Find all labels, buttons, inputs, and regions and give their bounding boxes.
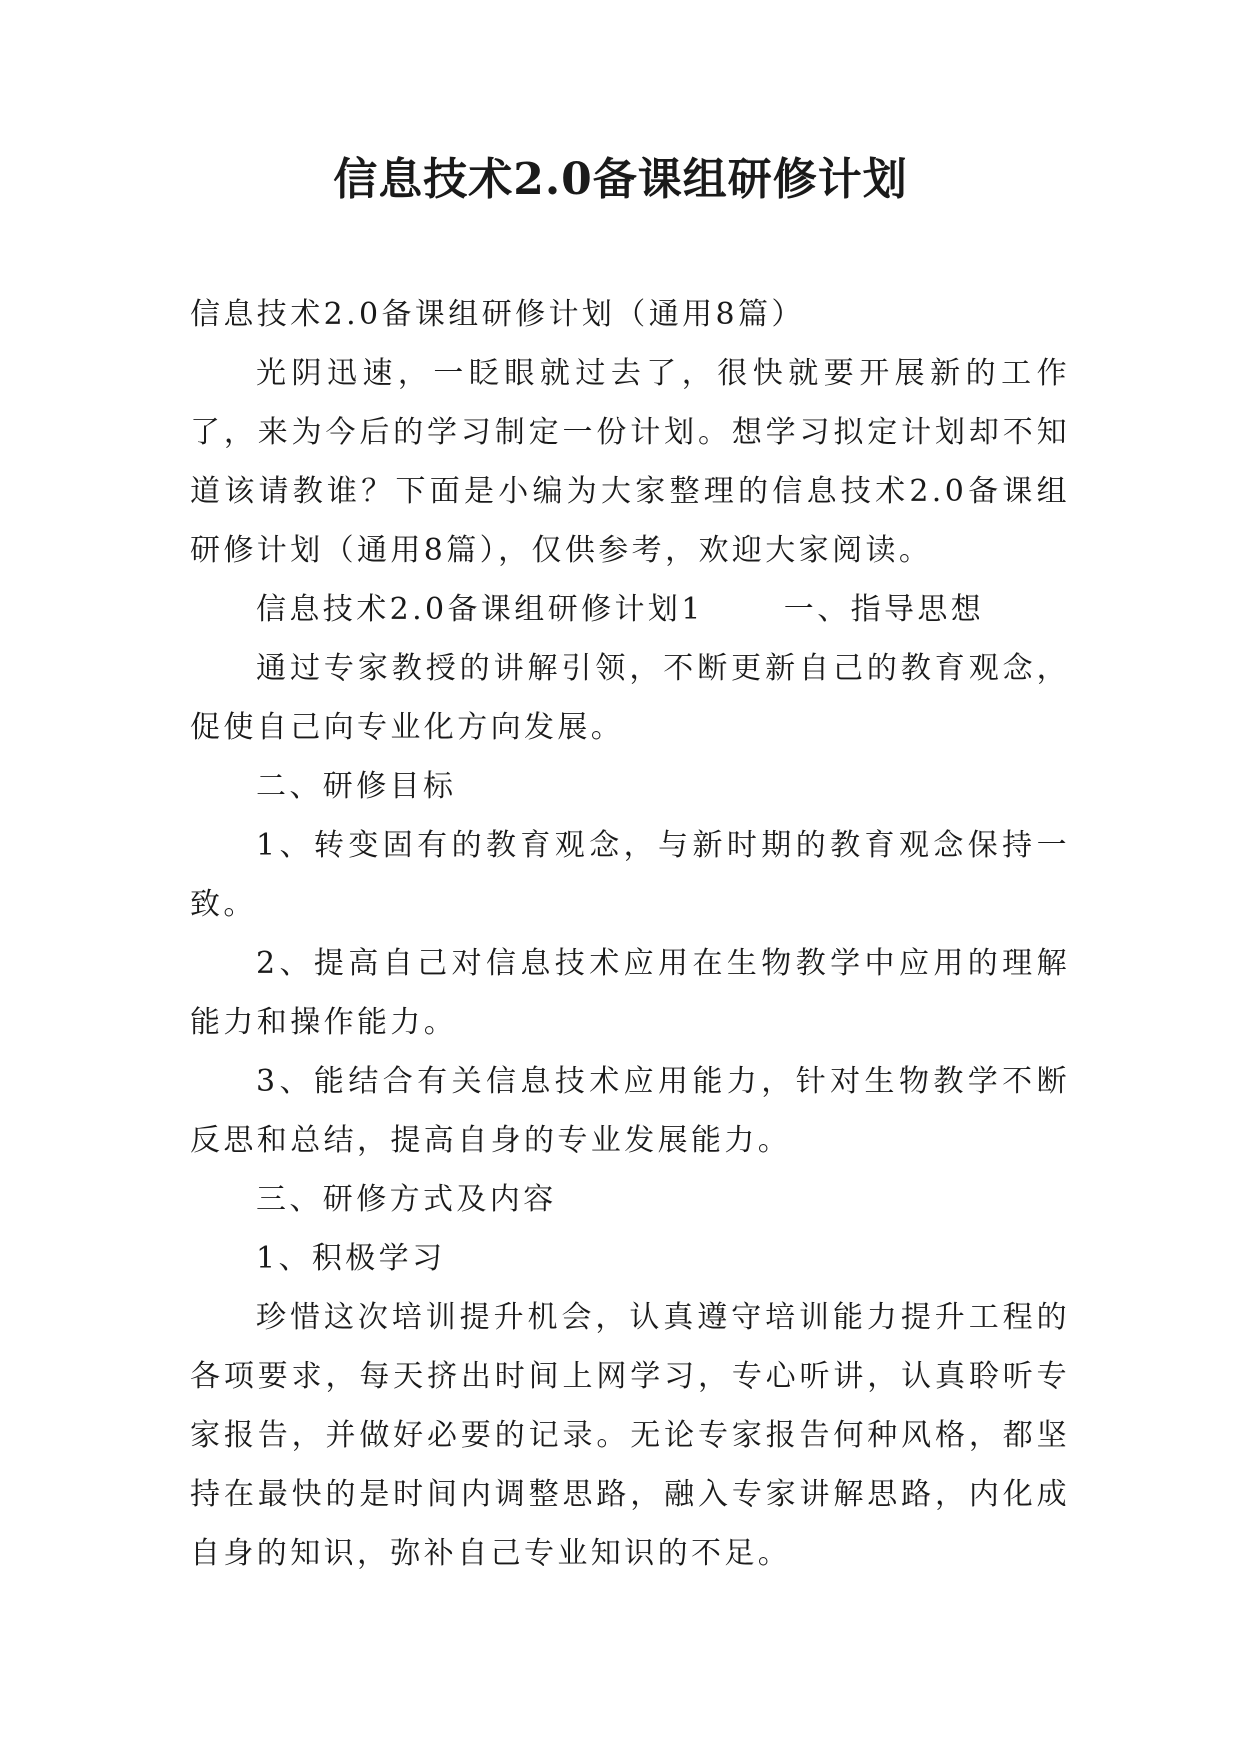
subsection-heading-active-learning: 1、积极学习 [256, 1241, 446, 1276]
document-body [190, 285, 1070, 1583]
section-paragraph-guiding-ideas: 通过专家教授的讲解引领，不断更新自己的教育观念，促使自己向专业化方向发展。 [190, 651, 1070, 745]
plan-heading-line [190, 580, 1070, 639]
section-heading-goals: 二、研修目标 [256, 769, 457, 804]
section-heading-guiding-ideas: 一、指导思想 [783, 592, 985, 627]
intro-paragraph: 光阴迅速，一眨眼就过去了，很快就要开展新的工作了，来为今后的学习制定一份计划。想学习拟定计划却不知道该请教谁？下面是小编为大家整理的信息技术2.0备课组研修计划（通用8篇），仅供参考，欢迎大家阅读。 [190, 356, 1070, 568]
document-subtitle: 信息技术2.0备课组研修计划（通用8篇） [190, 297, 805, 332]
goal-item: 3、能结合有关信息技术应用能力，针对生物教学不断反思和总结，提高自身的专业发展能力。 [190, 1064, 1070, 1158]
section-heading-methods: 三、研修方式及内容 [256, 1182, 557, 1217]
goal-item: 1、转变固有的教育观念，与新时期的教育观念保持一致。 [190, 828, 1070, 922]
plan-title: 信息技术2.0备课组研修计划1 [256, 592, 704, 627]
page-title: 信息技术2.0备课组研修计划 [333, 154, 908, 205]
goal-item: 2、提高自己对信息技术应用在生物教学中应用的理解能力和操作能力。 [190, 946, 1070, 1040]
subsection-paragraph-active-learning: 珍惜这次培训提升机会，认真遵守培训能力提升工程的各项要求，每天挤出时间上网学习，专心听讲，认真聆听专家报告，并做好必要的记录。无论专家报告何种风格，都坚持在最快的是时间内调整思路，融入专家讲解思路，内化成自身的知识，弥补自己专业知识的不足。 [190, 1300, 1070, 1571]
